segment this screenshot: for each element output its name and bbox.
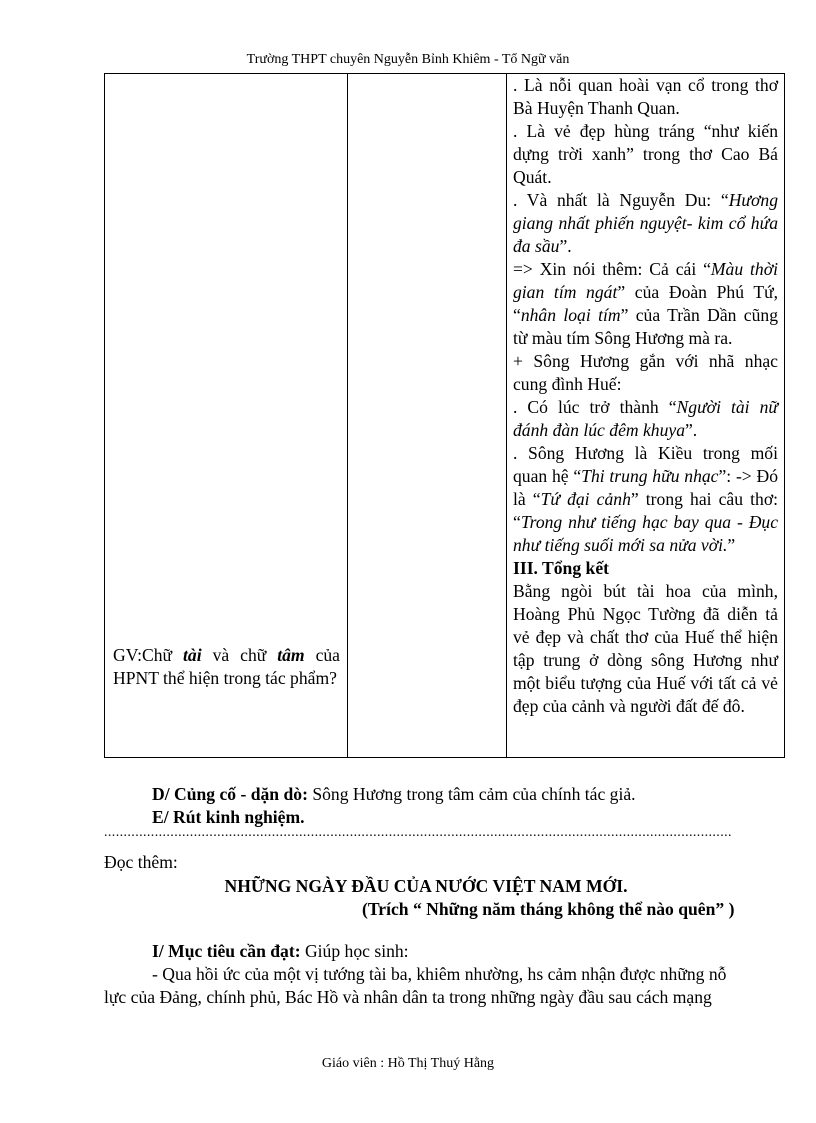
further-reading-label: Đọc thêm: [104, 852, 178, 872]
lesson-table [104, 73, 785, 758]
section-d: D/ Củng cố - dặn dò: Sông Hương trong tâm cảm của chính tác giả. [152, 784, 636, 804]
summary-heading: III. Tổng kết [513, 558, 609, 578]
content-cell [507, 74, 785, 758]
page-footer: Giáo viên : Hồ Thị Thuý Hằng [321, 1056, 495, 1071]
emphasis-tam: tâm [277, 645, 305, 665]
content-line: => Xin nói thêm: Cả cái “Màu thời gian tím ngát” của Đoàn Phú Tứ, “nhân loại tím” của Trần Dần cũng từ màu tím Sông Hương mà ra. [513, 259, 779, 348]
section-e: E/ Rút kinh nghiệm. [152, 807, 305, 827]
content-line: . Là nỗi quan hoài vạn cổ trong thơ Bà Huyện Thanh Quan. [513, 75, 778, 118]
teacher-activity-cell [105, 74, 348, 758]
content-line: . Có lúc trở thành “Người tài nữ đánh đàn lúc đêm khuya”. [513, 397, 778, 440]
dotted-divider: ................................................................................................................................................................. [104, 828, 732, 838]
student-activity-cell [348, 74, 507, 758]
content-line: . Là vẻ đẹp hùng tráng “như kiến dựng trời xanh” trong thơ Cao Bá Quát. [513, 121, 778, 187]
body-line: - Qua hồi ức của một vị tướng tài ba, khiêm nhường, hs cảm nhận được những nỗ [152, 964, 727, 984]
reading-title: NHỮNG NGÀY ĐẦU CỦA NƯỚC VIỆT NAM MỚI. [224, 876, 628, 896]
summary-text: Bằng ngòi bút tài hoa của mình, Hoàng Phủ Ngọc Tường đã diễn tả vẻ đẹp và chất thơ của Huế thể hiện tập trung ở dòng sông Hương như một biểu tượng của Huế với tất cả vẻ đẹp của cảnh và người đất đế đô. [513, 581, 778, 716]
body-line: lực của Đảng, chính phủ, Bác Hồ và nhân dân ta trong những ngày đầu sau cách mạng [104, 987, 712, 1007]
content-line: + Sông Hương gắn với nhã nhạc cung đình Huế: [513, 351, 778, 394]
emphasis-tai: tài [183, 645, 202, 665]
reading-subtitle: (Trích “ Những năm tháng không thể nào quên” ) [362, 899, 735, 919]
page-header: Trường THPT chuyên Nguyễn Bỉnh Khiêm - Tổ Ngữ văn [246, 52, 570, 67]
teacher-question: GV:Chữ tài và chữ tâm của HPNT thể hiện trong tác phẩm? [113, 645, 340, 688]
content-line: . Và nhất là Nguyễn Du: “Hương giang nhất phiến nguyệt- kim cổ hứa đa sầu”. [513, 190, 778, 256]
content-line: . Sông Hương là Kiều trong mối quan hệ “Thi trung hữu nhạc”: -> Đó là “Tứ đại cảnh” trong hai câu thơ: “Trong như tiếng hạc bay qua - Đục như tiếng suối mới sa nửa vời.” [513, 443, 779, 555]
section-i: I/ Mục tiêu cần đạt: Giúp học sinh: [152, 941, 409, 961]
